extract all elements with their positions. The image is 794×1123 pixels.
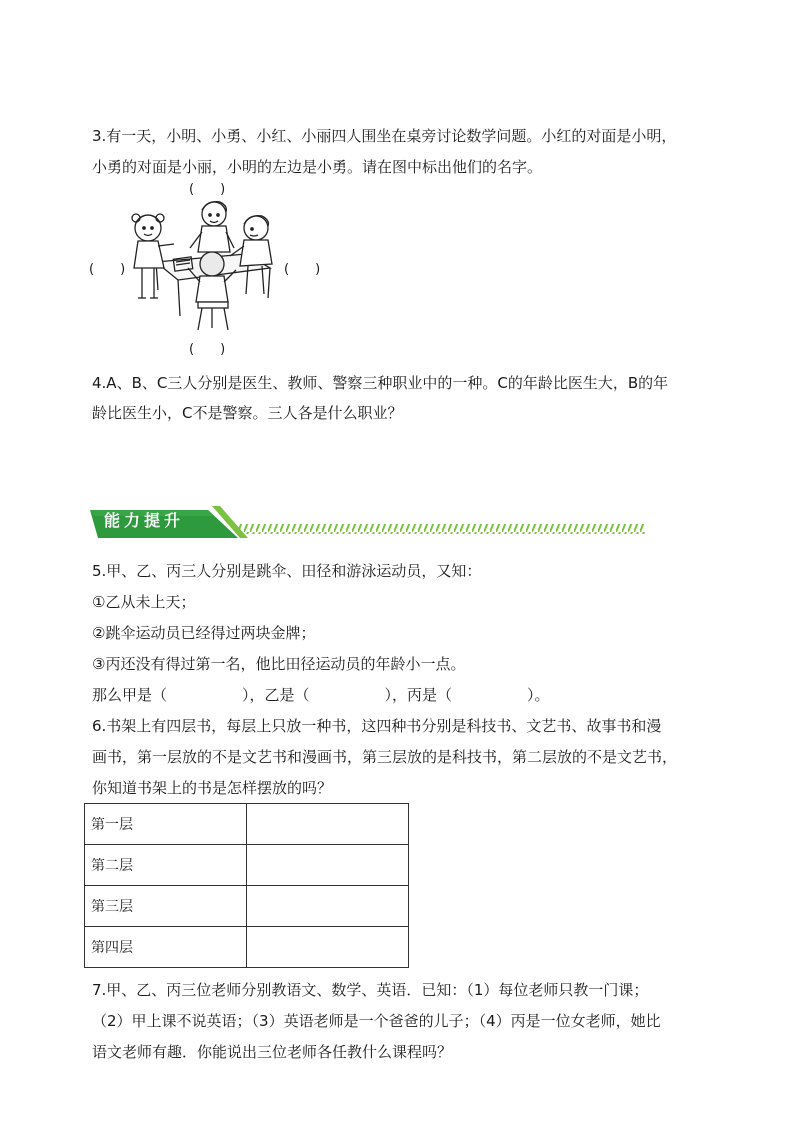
q3-text-line-1: 3.有一天，小明、小勇、小红、小丽四人围坐在桌旁讨论数学问题。小红的对面是小明， [92, 127, 677, 145]
table-row [85, 845, 409, 886]
section-banner [88, 502, 648, 542]
q4-text-line-2: 龄比医生小，C不是警察。三人各是什么职业？ [92, 404, 403, 422]
table-row [85, 927, 409, 968]
q7-text-line-1: 7.甲、乙、丙三位老师分别教语文、数学、英语．已知：（1）每位老师只教一门课； [92, 981, 649, 999]
q3-blank-bottom[interactable]: ( ) [189, 342, 226, 357]
shelf-level-label: 第三层 [85, 886, 247, 927]
shelf-answer-cell[interactable] [247, 927, 409, 968]
q5-condition-2: ②跳伞运动员已经得过两块金牌； [92, 624, 316, 642]
q3-blank-left[interactable]: ( ) [89, 262, 126, 277]
q3-blank-top[interactable]: ( ) [189, 182, 226, 197]
q7-text-line-2: （2）甲上课不说英语；（3）英语老师是一个爸爸的儿子；（4）丙是一位女老师，她比 [92, 1012, 661, 1030]
q4-text-line-1: 4.A、B、C三人分别是医生、教师、警察三种职业中的一种。C的年龄比医生大，B的年 [92, 374, 669, 392]
q5-condition-3: ③丙还没有得过第一名，他比田径运动员的年龄小一点。 [92, 655, 466, 673]
q6-text-line-1: 6.书架上有四层书，每层上只放一种书，这四种书分别是科技书、文艺书、故事书和漫 [92, 717, 662, 735]
q3-text-line-2: 小勇的对面是小丽，小明的左边是小勇。请在图中标出他们的名字。 [92, 158, 543, 176]
q6-text-line-3: 你知道书架上的书是怎样摆放的吗？ [92, 779, 333, 797]
shelf-answer-cell[interactable] [247, 845, 409, 886]
shelf-answer-cell[interactable] [247, 886, 409, 927]
shelf-level-label: 第一层 [85, 804, 247, 845]
table-row [85, 804, 409, 845]
q7-text-line-3: 语文老师有趣．你能说出三位老师各任教什么课程吗？ [92, 1043, 453, 1061]
table-row [85, 886, 409, 927]
shelf-level-label: 第二层 [85, 845, 247, 886]
shelf-level-label: 第四层 [85, 927, 247, 968]
shelf-answer-cell[interactable] [247, 804, 409, 845]
section-title: 能力提升 [104, 511, 185, 530]
q5-text-line-1: 5.甲、乙、丙三人分别是跳伞、田径和游泳运动员，又知： [92, 562, 482, 580]
q5-answer-line[interactable]: 那么甲是（ ），乙是（ ），丙是（ ）。 [92, 686, 550, 704]
bookshelf-table [84, 803, 409, 968]
children-around-table-illustration [128, 198, 276, 332]
q6-text-line-2: 画书，第一层放的不是文艺书和漫画书，第三层放的是科技书，第二层放的不是文艺书， [92, 748, 678, 766]
q3-blank-right[interactable]: ( ) [284, 262, 321, 277]
q5-condition-1: ①乙从未上天； [92, 593, 196, 611]
